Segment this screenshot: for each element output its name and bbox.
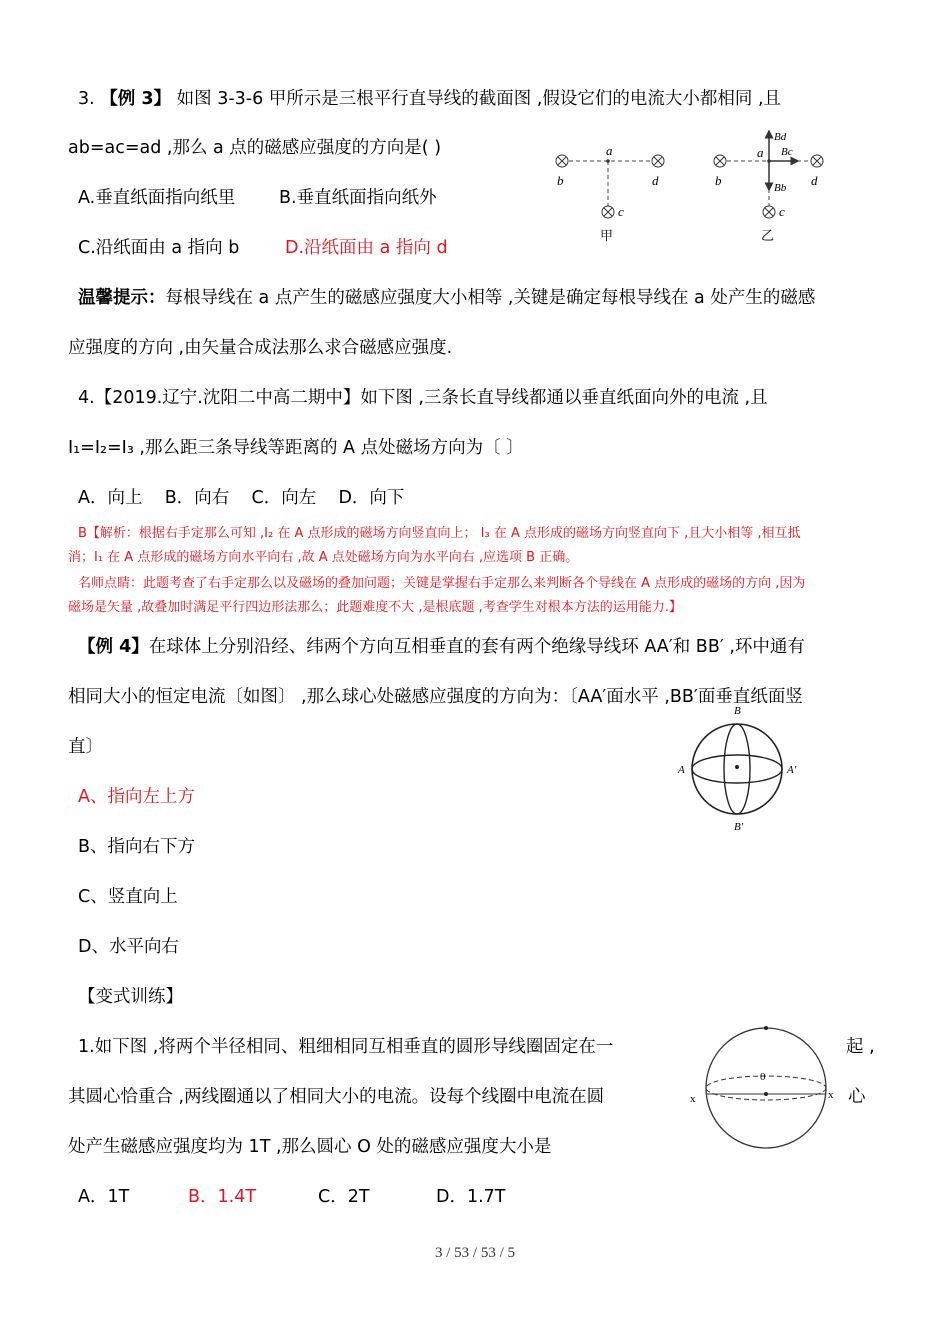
ex4-option-c: C、竖直向上 xyxy=(78,887,178,907)
q4-line1: 4.【2019.辽宁.沈阳二中高二期中】如下图 ,三条长直导线都通以垂直纸面向外的电流 ,且 xyxy=(78,388,768,408)
ex4-option-a: A、指向左上方 xyxy=(78,787,195,807)
ex4-option-d: D、水平向右 xyxy=(78,937,179,957)
q4-explanation-1: B【解析：根据右手定那么可知 ,I₂ 在 A 点形成的磁场方向竖直向上； I₃ 在 A 点形成的磁场方向竖直向下 ,且大小相等 ,相互抵 xyxy=(78,526,801,541)
practice-option-c: C．2T xyxy=(318,1187,370,1207)
label-bb: Bb xyxy=(774,182,787,194)
q4-explanation-4: 磁场是矢量 ,故叠加时满足平行四边形法那么；此题难度不大 ,是根底题 ,考查学生对根本方法的运用能力.】 xyxy=(68,600,682,615)
practice-option-a: A．1T xyxy=(78,1187,130,1207)
label-x-right: x xyxy=(828,1089,834,1101)
figure-yi xyxy=(714,131,823,243)
practice-option-d: D．1.7T xyxy=(436,1187,506,1207)
q4-options: A．向上 B．向右 C．向左 D．向下 xyxy=(78,488,405,508)
label-bd: Bd xyxy=(774,131,787,143)
label-B: B xyxy=(734,705,741,717)
practice-title: 【变式训练】 xyxy=(78,987,183,1007)
label-b: b xyxy=(715,173,722,188)
q3-option-d: D.沿纸面由 a 指向 d xyxy=(285,238,448,258)
practice-line2-right: 心 xyxy=(848,1087,866,1107)
label-a: a xyxy=(757,145,764,160)
practice-coil-figure xyxy=(688,1022,848,1154)
q3-option-a: A.垂直纸面指向纸里 xyxy=(78,188,236,208)
q3-stem: 如图 3-3-6 甲所示是三根平行直导线的截面图 ,假设它们的电流大小都相同 ,且 xyxy=(176,89,782,109)
practice-line1-left: 1.如下图 ,将两个半径相同、粗细相同互相垂直的圆形导线圈固定在一 xyxy=(78,1037,614,1057)
q4-line2: I₁=I₂=I₃ ,那么距三条导线等距离的 A 点处磁场方向为〔 〕 xyxy=(68,438,524,458)
label-a: a xyxy=(606,143,613,158)
label-bc: Bc xyxy=(781,146,793,158)
wire-d-icon xyxy=(811,155,823,167)
caption-jia: 甲 xyxy=(600,228,614,243)
wire-d-icon xyxy=(652,155,664,167)
q3-line1 xyxy=(78,87,781,111)
page-number: 3 / 53 / 53 / 5 xyxy=(434,1245,515,1261)
ex4-line3: 直〕 xyxy=(68,737,103,757)
ex4-tag: 【例 4】 xyxy=(78,637,149,657)
q3-number: 3. xyxy=(78,89,95,109)
wire-c-icon xyxy=(602,206,614,218)
q3-hint-line1 xyxy=(78,286,815,310)
q3-option-c: C.沿纸面由 a 指向 b xyxy=(78,238,240,258)
q3-line2: ab=ac=ad ,那么 a 点的磁感应强度的方向是( ) xyxy=(68,138,442,158)
practice-line2-left: 其圆心恰重合 ,两线圈通以了相同大小的电流。设每个线圈中电流在圆 xyxy=(68,1087,605,1107)
practice-line3: 处产生磁感应强度均为 1T ,那么圆心 O 处的磁感应强度大小是 xyxy=(68,1137,552,1157)
wire-c-icon xyxy=(763,206,775,218)
wire-b-icon xyxy=(714,155,726,167)
label-A: A xyxy=(678,764,685,776)
hint-text: 每根导线在 a 点产生的磁感应强度大小相等 ,关键是确定每根导线在 a 处产生的磁感 xyxy=(165,288,816,308)
wire-b-icon xyxy=(556,155,568,167)
caption-yi: 乙 xyxy=(761,228,775,243)
label-A-prime: A′ xyxy=(787,764,797,776)
q3-figure xyxy=(548,128,858,248)
q3-tag: 【例 3】 xyxy=(100,89,172,109)
label-B-prime: B′ xyxy=(734,821,744,833)
ex4-line2: 相同大小的恒定电流〔如图〕 ,那么球心处磁感应强度的方向为：〔AA′面水平 ,BB′面垂直纸面竖 xyxy=(68,687,803,707)
q3-option-b: B.垂直纸面指向纸外 xyxy=(279,188,437,208)
label-c: c xyxy=(779,204,785,219)
ex4-line1 xyxy=(78,635,805,659)
hint-label: 温馨提示： xyxy=(78,288,166,308)
label-d: d xyxy=(652,173,659,188)
q3-hint-line2: 应强度的方向 ,由矢量合成法那么求合磁感应强度. xyxy=(68,338,453,358)
q4-explanation-2: 消；I₁ 在 A 点形成的磁场方向水平向右 ,故 A 点处磁场方向为水平向右 ,应选项 B 正确。 xyxy=(68,550,579,565)
label-d: d xyxy=(811,173,818,188)
label-x-left: x xyxy=(690,1093,696,1105)
q4-explanation-3: 名师点睛：此题考查了右手定那么以及磁场的叠加问题；关键是掌握右手定那么来判断各个导线在 A 点形成的磁场的方向 ,因为 xyxy=(78,576,806,591)
label-c: c xyxy=(618,204,624,219)
ex4-sphere-figure xyxy=(670,703,820,843)
ex4-stem: 在球体上分别沿经、纬两个方向互相垂直的套有两个绝缘导线环 AA′和 BB′ ,环中通有 xyxy=(148,637,805,657)
label-O: 0 xyxy=(760,1071,766,1083)
ex4-option-b: B、指向右下方 xyxy=(78,837,196,857)
figure-jia xyxy=(556,143,664,243)
practice-line1-right: 起 , xyxy=(846,1037,875,1057)
practice-option-b: B．1.4T xyxy=(188,1187,257,1207)
label-b: b xyxy=(557,173,564,188)
